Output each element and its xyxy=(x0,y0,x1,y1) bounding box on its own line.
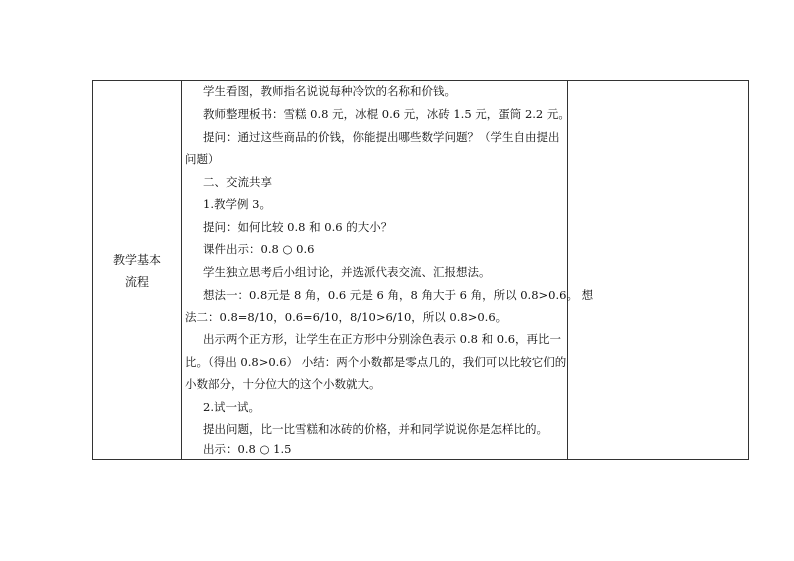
content-line: 课件出示：0.8 ○ 0.6 xyxy=(203,242,315,256)
content-line: 法二：0.8=8/10，0.6=6/10，8/10>6/10，所以 0.8>0.6。 xyxy=(185,310,508,324)
row-label-line: 流程 xyxy=(124,275,149,289)
column-divider xyxy=(181,81,182,459)
content-line: 出示两个正方形，让学生在正方形中分别涂色表示 0.8 和 0.6，再比一 xyxy=(203,332,562,346)
row-label-line: 教学基本 xyxy=(112,253,161,267)
content-line: 想法一：0.8元是 8 角，0.6 元是 6 角，8 角大于 6 角，所以 0.8>0.6。 想 xyxy=(203,288,594,302)
content-line: 提问：通过这些商品的价钱，你能提出哪些数学问题？（学生自由提出 xyxy=(203,130,560,144)
content-line: 提出问题，比一比雪糕和冰砖的价格，并和同学说说你是怎样比的。 xyxy=(203,422,548,436)
content-line: 问题） xyxy=(185,152,220,166)
content-line: 教师整理板书：雪糕 0.8 元，冰棍 0.6 元，冰砖 1.5 元，蛋筒 2.2 元。 xyxy=(203,107,570,121)
row-label-cell xyxy=(93,249,181,293)
lesson-table xyxy=(92,80,749,460)
content-line: 学生独立思考后小组讨论，并选派代表交流、汇报想法。 xyxy=(203,265,491,279)
content-line: 1.教学例 3。 xyxy=(203,197,271,211)
content-line: 2.试一试。 xyxy=(203,400,260,414)
content-line: 学生看图，教师指名说说每种冷饮的名称和价钱。 xyxy=(203,84,456,98)
column-divider xyxy=(567,81,568,459)
content-line: 二、交流共享 xyxy=(203,175,272,189)
content-line: 出示：0.8 ○ 1.5 xyxy=(203,442,292,456)
content-line: 比。（得出 0.8>0.6） 小结：两个小数都是零点几的，我们可以比较它们的 xyxy=(185,355,567,369)
content-line: 小数部分，十分位大的这个小数就大。 xyxy=(185,377,381,391)
content-line: 提问：如何比较 0.8 和 0.6 的大小？ xyxy=(203,220,393,234)
